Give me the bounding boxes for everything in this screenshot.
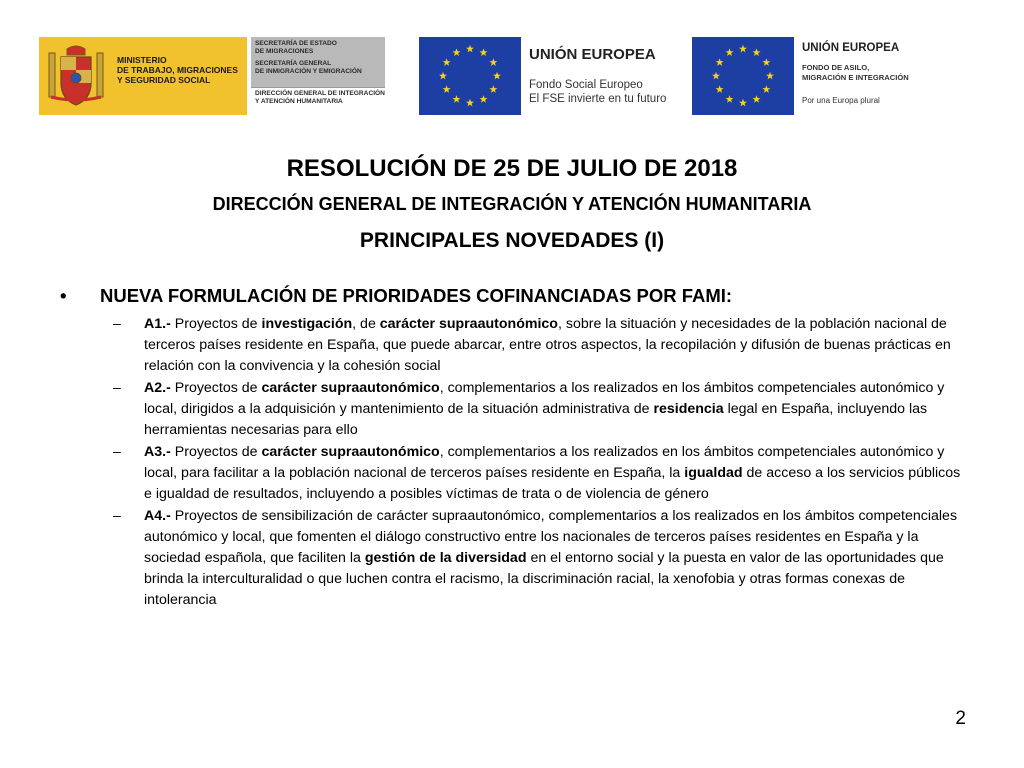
secretaria-general (255, 60, 362, 75)
bold-run: residencia (653, 401, 724, 417)
ministry-yellow-panel (39, 37, 247, 115)
priorities-list (113, 314, 961, 612)
text-run: en el entorno social y la puesta en valor de las oportunidades que brinda la interculturalidad o que luchen contra el racismo, la discriminación racial, la xenofobia y otras formas conexas de intolerancia (144, 550, 944, 608)
eu-fund-slogan: Por una Europa plural (802, 96, 880, 105)
list-item (113, 442, 961, 505)
bold-run: gestión de la diversidad (364, 550, 527, 566)
secretaria-estado (255, 40, 337, 55)
eu-star-icon (466, 99, 474, 107)
eu-star-icon (739, 45, 747, 53)
direccion-line: DIRECCIÓN GENERAL DE INTEGRACIÓN (255, 90, 385, 97)
eu-fund-name: Fondo Social Europeo (529, 79, 643, 91)
text-run: , sobre la situación y necesidades de la población nacional de terceros países residente en España, que puede abarcar, entre otros aspectos, la recopilación y difusión de buenas prácticas en relación con la convivencia y la cohesión social (144, 316, 951, 374)
divider (251, 87, 385, 88)
dash-symbol: – (113, 380, 121, 396)
eu-star-icon (453, 95, 461, 103)
bullet-heading (60, 285, 732, 307)
list-item-text (144, 508, 957, 608)
coat-of-arms-icon (45, 43, 107, 109)
eu-stars-icon (692, 37, 794, 115)
eu-fund-name-line: MIGRACIÓN E INTEGRACIÓN (802, 73, 909, 82)
bold-run: A3.- (144, 444, 175, 460)
text-run: Proyectos de (174, 316, 262, 332)
secretaria-line: DE MIGRACIONES (255, 47, 314, 55)
bold-run: igualdad (684, 465, 743, 481)
eu-star-icon (762, 85, 770, 93)
page-subtitle: DIRECCIÓN GENERAL DE INTEGRACIÓN Y ATENCIÓN HUMANITARIA (212, 194, 812, 214)
eu-star-icon (726, 48, 734, 56)
page-number: 2 (955, 708, 966, 729)
page-title: RESOLUCIÓN DE 25 DE JULIO DE 2018 (286, 155, 738, 182)
list-item (113, 378, 961, 441)
text-run: Proyectos de (174, 444, 262, 460)
eu-fund-name-line: FONDO DE ASILO, (802, 63, 870, 72)
dash-symbol: – (113, 444, 121, 460)
eu-star-icon (439, 72, 447, 80)
eu-star-icon (453, 48, 461, 56)
list-item-text (144, 444, 960, 502)
dash-symbol: – (113, 508, 121, 524)
eu-flag-icon (419, 37, 521, 115)
text-run: Proyectos de sensibilización de carácter supraautonómico, complementarios a los realizados en los ámbitos competenciales autonómico y local, que fomenten el diálogo constructivo entre los nacionales de terceros países residentes en España y la sociedad española, que faciliten la (144, 508, 958, 566)
eu-fse-logo (419, 37, 688, 115)
eu-star-icon (753, 95, 761, 103)
eu-star-icon (443, 85, 451, 93)
ministry-name-line: MINISTERIO (117, 55, 167, 65)
bold-run: A2.- (144, 380, 175, 396)
eu-star-icon (480, 48, 488, 56)
text-run: legal en España, incluyendo las herramientas necesarias para ello (144, 401, 928, 438)
text-run: de acceso a los servicios públicos e igualdad de resultados, incluyendo a posibles víctimas de trata o de violencia de género (144, 465, 961, 502)
eu-star-icon (489, 85, 497, 93)
eu-flag-icon (692, 37, 794, 115)
eu-star-icon (489, 58, 497, 66)
eu-fami-logo (692, 37, 932, 115)
eu-star-icon (716, 58, 724, 66)
dash-symbol: – (113, 316, 121, 332)
ministry-name-line: DE TRABAJO, MIGRACIONES (117, 65, 238, 75)
eu-title: UNIÓN EUROPEA (529, 46, 656, 63)
eu-stars-icon (419, 37, 521, 115)
eu-star-icon (753, 48, 761, 56)
logo-band (0, 37, 1024, 117)
ministry-name-line: Y SEGURIDAD SOCIAL (117, 75, 211, 85)
eu-star-icon (766, 72, 774, 80)
bold-run: carácter supraautonómico (261, 444, 440, 460)
bold-run: investigación (261, 316, 353, 332)
bold-run: A1.- (144, 316, 175, 332)
eu-star-icon (493, 72, 501, 80)
bold-run: carácter supraautonómico (261, 380, 440, 396)
bullet-symbol: • (60, 285, 67, 306)
eu-star-icon (726, 95, 734, 103)
section-title: PRINCIPALES NOVEDADES (I) (359, 229, 665, 252)
direccion-general (255, 90, 385, 105)
text-run: , de (352, 316, 380, 332)
list-item (113, 314, 961, 377)
list-item-text (144, 380, 944, 438)
bullet-heading-text: NUEVA FORMULACIÓN DE PRIORIDADES COFINANCIADAS POR FAMI: (100, 285, 733, 306)
eu-star-icon (712, 72, 720, 80)
eu-star-icon (443, 58, 451, 66)
ministry-name (117, 55, 238, 85)
list-item-text (144, 316, 951, 374)
secretaria-general-line: SECRETARÍA GENERAL (255, 60, 332, 67)
eu-star-icon (739, 99, 747, 107)
ministry-logo (39, 37, 387, 115)
secretaria-general-line: DE INMIGRACIÓN Y EMIGRACIÓN (255, 67, 362, 75)
eu-fund-slogan: El FSE invierte en tu futuro (529, 93, 667, 105)
eu-star-icon (762, 58, 770, 66)
bold-run: carácter supraautonómico (379, 316, 558, 332)
ministry-grey-panel (251, 37, 385, 87)
eu-star-icon (716, 85, 724, 93)
secretaria-line: SECRETARÍA DE ESTADO (255, 40, 337, 47)
text-run: Proyectos de (174, 380, 262, 396)
direccion-line: Y ATENCIÓN HUMANITARIA (255, 97, 343, 105)
text-run: , complementarios a los realizados en los ámbitos competenciales autonómico y local, para facilitar a la población nacional de terceros países residente en España, la (144, 444, 945, 481)
bold-run: A4.- (144, 508, 175, 524)
list-item (113, 506, 961, 611)
eu-star-icon (480, 95, 488, 103)
eu-star-icon (466, 45, 474, 53)
text-run: , complementarios a los realizados en los ámbitos competenciales autonómico y local, dirigidos a la adquisición y mantenimiento de la situación administrativa de (144, 380, 945, 417)
eu-title: UNIÓN EUROPEA (802, 42, 900, 54)
